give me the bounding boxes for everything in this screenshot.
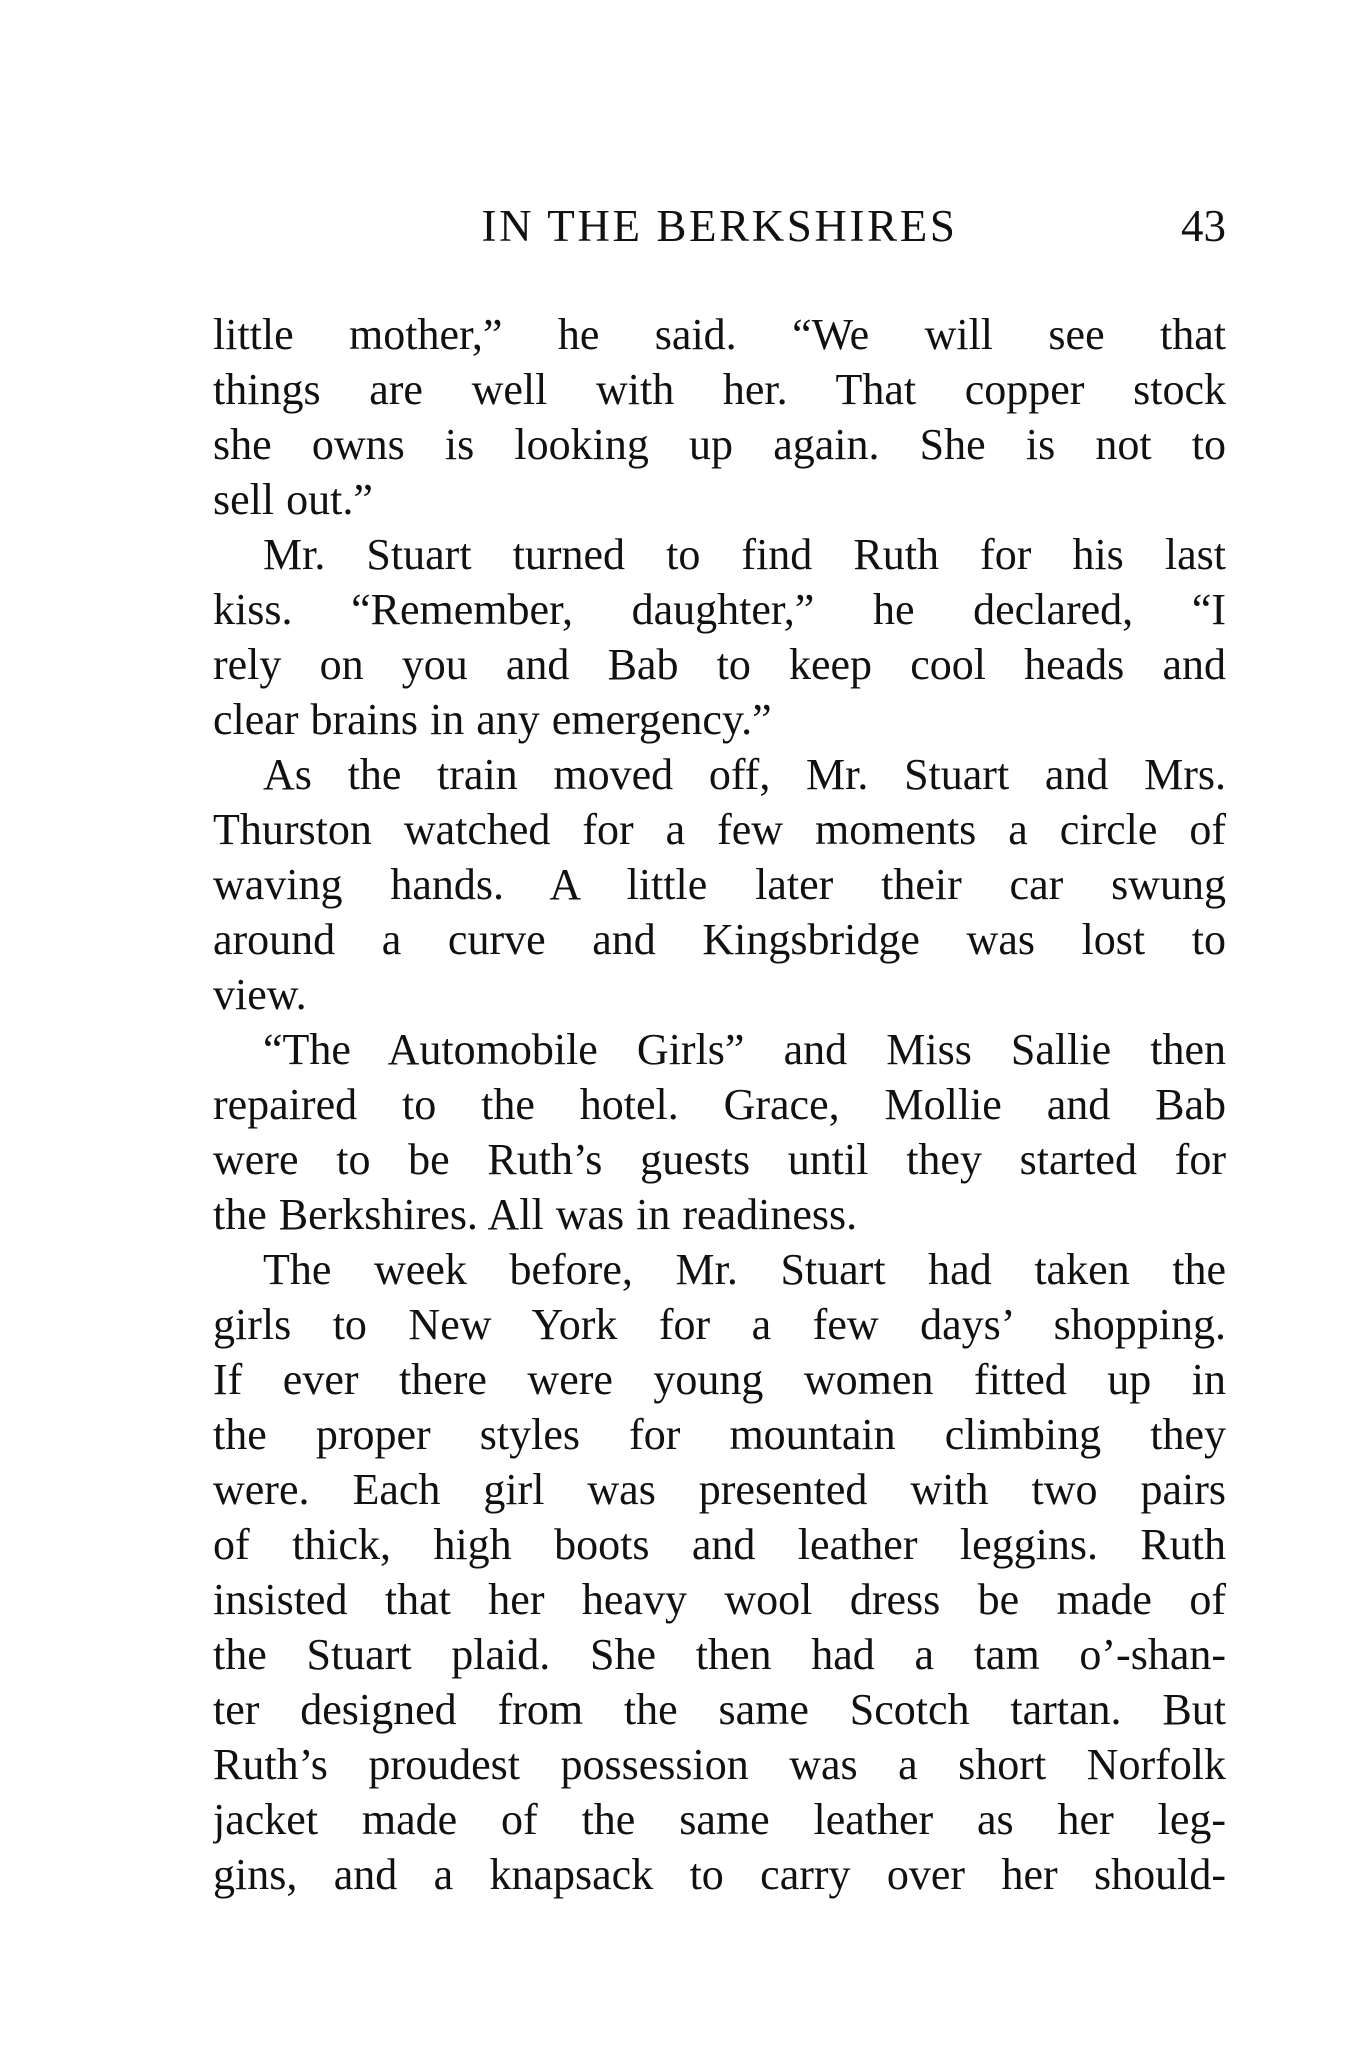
text-line: If ever there were young women fitted up in [213, 1355, 1226, 1404]
text-line: rely on you and Bab to keep cool heads and [213, 640, 1226, 689]
text-line: kiss. “Remember, daughter,” he declared, “I [213, 585, 1226, 634]
text-line: The week before, Mr. Stuart had taken the [263, 1245, 1226, 1294]
text-line: ter designed from the same Scotch tartan. But [213, 1685, 1226, 1734]
text-line: waving hands. A little later their car swung [213, 860, 1226, 909]
text-line: sell out.” [213, 475, 373, 524]
text-line: were. Each girl was presented with two pairs [213, 1465, 1226, 1514]
text-line: view. [213, 970, 307, 1019]
text-line: insisted that her heavy wool dress be made of [213, 1575, 1226, 1624]
text-line: Mr. Stuart turned to find Ruth for his last [263, 530, 1226, 579]
text-line: clear brains in any emergency.” [213, 695, 772, 744]
text-line: repaired to the hotel. Grace, Mollie and Bab [213, 1080, 1226, 1129]
page-number: 43 [1181, 201, 1226, 251]
text-line: the Berkshires. All was in readiness. [213, 1190, 858, 1239]
text-line: around a curve and Kingsbridge was lost to [213, 915, 1226, 964]
text-line: little mother,” he said. “We will see that [213, 310, 1226, 359]
text-line: jacket made of the same leather as her leg- [213, 1795, 1226, 1844]
page-header [213, 196, 1226, 256]
text-line: “The Automobile Girls” and Miss Sallie then [263, 1025, 1226, 1074]
text-line: things are well with her. That copper stock [213, 365, 1226, 414]
text-line: of thick, high boots and leather leggins. Ruth [213, 1520, 1226, 1569]
running-head: IN THE BERKSHIRES [481, 201, 958, 251]
text-line: the proper styles for mountain climbing they [213, 1410, 1226, 1459]
text-line: As the train moved off, Mr. Stuart and Mrs. [263, 750, 1226, 799]
text-line: she owns is looking up again. She is not to [213, 420, 1226, 469]
text-line: girls to New York for a few days’ shopping. [213, 1300, 1226, 1349]
text-line: gins, and a knapsack to carry over her should- [213, 1850, 1226, 1899]
text-line: Thurston watched for a few moments a circle of [213, 805, 1226, 854]
text-line: the Stuart plaid. She then had a tam o’-shan- [213, 1630, 1226, 1679]
text-line: Ruth’s proudest possession was a short Norfolk [213, 1740, 1226, 1789]
text-line: were to be Ruth’s guests until they started for [213, 1135, 1226, 1184]
body-text [213, 307, 1226, 1902]
